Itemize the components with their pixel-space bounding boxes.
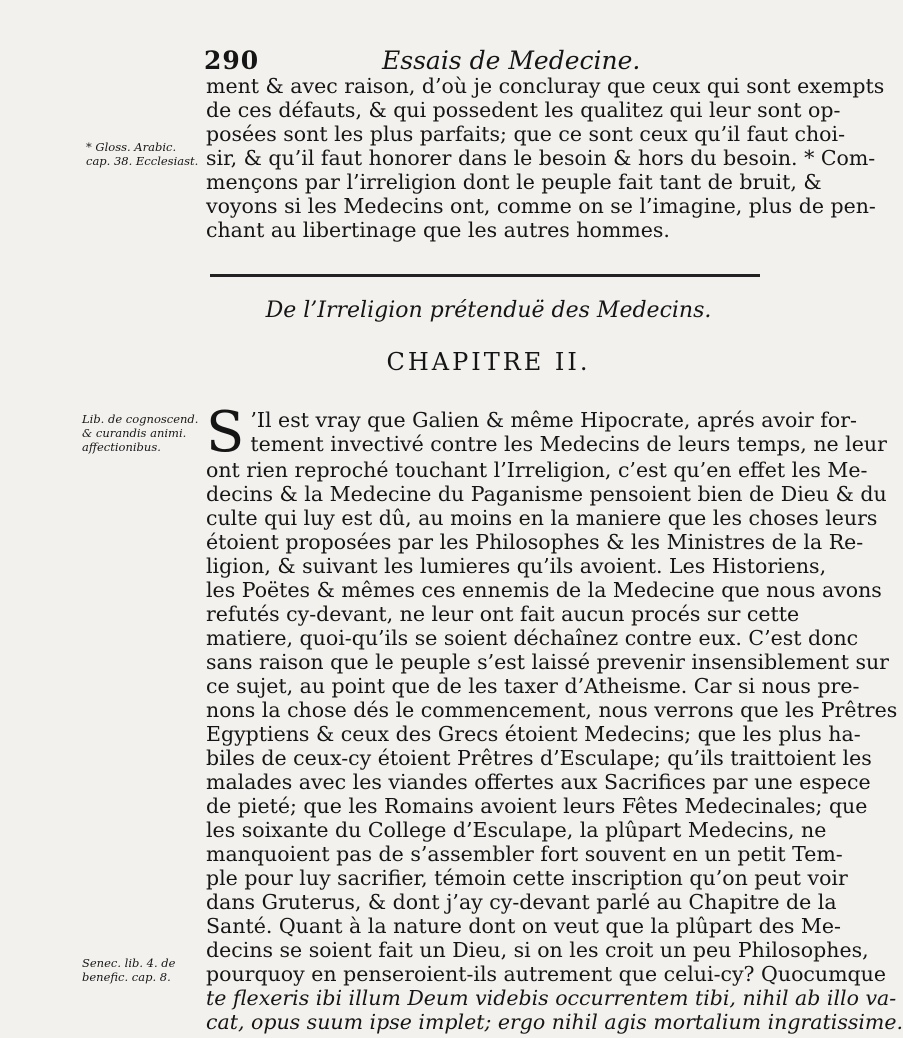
text-line: ’Il est vray que Galien & même Hipocrate, aprés avoir for-	[250, 408, 857, 432]
text-line: decins se soient fait un Dieu, si on les croit un peu Philosophes,	[206, 938, 869, 962]
text-line: sir, & qu’il faut honorer dans le besoin & hors du besoin. * Com-	[206, 146, 876, 170]
text-line: mençons par l’irreligion dont le peuple fait tant de bruit, &	[206, 170, 822, 194]
margin-note-line: Lib. de cognoscend.	[82, 412, 199, 426]
margin-note-line: cap. 38. Ecclesiast.	[86, 154, 199, 168]
text-line: les Poëtes & mêmes ces ennemis de la Medecine que nous avons	[206, 578, 882, 602]
text-line: refutés cy-devant, ne leur ont fait aucun procés sur cette	[206, 602, 800, 626]
margin-note-line: * Gloss. Arabic.	[86, 140, 177, 154]
text-line: nons la chose dés le commencement, nous verrons que les Prêtres	[206, 698, 898, 722]
drop-cap: S	[206, 400, 245, 465]
text-line: manquoient pas de s’assembler fort souvent en un petit Tem-	[206, 842, 843, 866]
section-title: De l’Irreligion prétenduë des Medecins.	[265, 298, 712, 323]
text-line: tement invectivé contre les Medecins de leurs temps, ne leur	[250, 432, 887, 456]
text-line-italic: te flexeris ibi illum Deum videbis occurrentem tibi, nihil ab illo va-	[206, 986, 897, 1010]
text-line: posées sont les plus parfaits; que ce sont ceux qu’il faut choi-	[206, 122, 846, 146]
text-line: dans Gruterus, & dont j’ay cy-devant parlé au Chapitre de la	[206, 890, 837, 914]
page-number: 290	[204, 46, 260, 75]
text-line: sans raison que le peuple s’est laissé prevenir insensiblement sur	[206, 650, 889, 674]
text-line: voyons si les Medecins ont, comme on se l’imagine, plus de pen-	[206, 194, 876, 218]
text-line: pourquoy en penseroient-ils autrement que celui-cy? Quocumque	[206, 962, 886, 986]
section-divider	[210, 274, 760, 277]
text-line: matiere, quoi-qu’ils se soient déchaînez contre eux. C’est donc	[206, 626, 859, 650]
text-line: culte qui luy est dû, au moins en la maniere que les choses leurs	[206, 506, 878, 530]
page-header	[0, 44, 800, 78]
text-line: Egyptiens & ceux des Grecs étoient Medecins; que les plus ha-	[206, 722, 861, 746]
text-line: ligion, & suivant les lumieres qu’ils avoient. Les Historiens,	[206, 554, 827, 578]
text-line: ce sujet, au point que de les taxer d’Atheisme. Car si nous pre-	[206, 674, 860, 698]
text-line: étoient proposées par les Philosophes & les Ministres de la Re-	[206, 530, 864, 554]
chapter-heading: CHAPITRE II.	[386, 348, 591, 376]
text-line: malades avec les viandes offertes aux Sacrifices par une espece	[206, 770, 871, 794]
text-line: ple pour luy sacrifier, témoin cette inscription qu’on peut voir	[206, 866, 848, 890]
text-line: decins & la Medecine du Paganisme pensoient bien de Dieu & du	[206, 482, 887, 506]
text-line: Santé. Quant à la nature dont on veut que la plûpart des Me-	[206, 914, 841, 938]
running-title: Essais de Medecine.	[382, 46, 641, 75]
margin-note-line: & curandis animi.	[82, 426, 187, 440]
text-line-italic: cat, opus suum ipse implet; ergo nihil agis mortalium ingratissime.	[206, 1010, 903, 1034]
text-line: les soixante du College d’Esculape, la plûpart Medecins, ne	[206, 818, 827, 842]
chapter-body	[206, 400, 903, 1034]
margin-note-line: affectionibus.	[82, 440, 161, 454]
margin-note-line: benefic. cap. 8.	[82, 970, 171, 984]
text-line: ont rien reproché touchant l’Irreligion, c’est qu’en effet les Me-	[206, 458, 868, 482]
text-line: de pieté; que les Romains avoient leurs Fêtes Medecinales; que	[206, 794, 868, 818]
text-line: biles de ceux-cy étoient Prêtres d’Esculape; qu’ils traittoient les	[206, 746, 872, 770]
margin-note-line: Senec. lib. 4. de	[82, 956, 176, 970]
text-line: ment & avec raison, d’où je concluray que ceux qui sont exempts	[206, 74, 885, 98]
top-paragraph	[206, 74, 885, 242]
text-line: chant au libertinage que les autres hommes.	[206, 218, 670, 242]
text-line: de ces défauts, & qui possedent les qualitez qui leur sont op-	[206, 98, 841, 122]
margin-note	[86, 140, 204, 168]
margin-note	[82, 956, 206, 984]
margin-note	[82, 412, 202, 454]
